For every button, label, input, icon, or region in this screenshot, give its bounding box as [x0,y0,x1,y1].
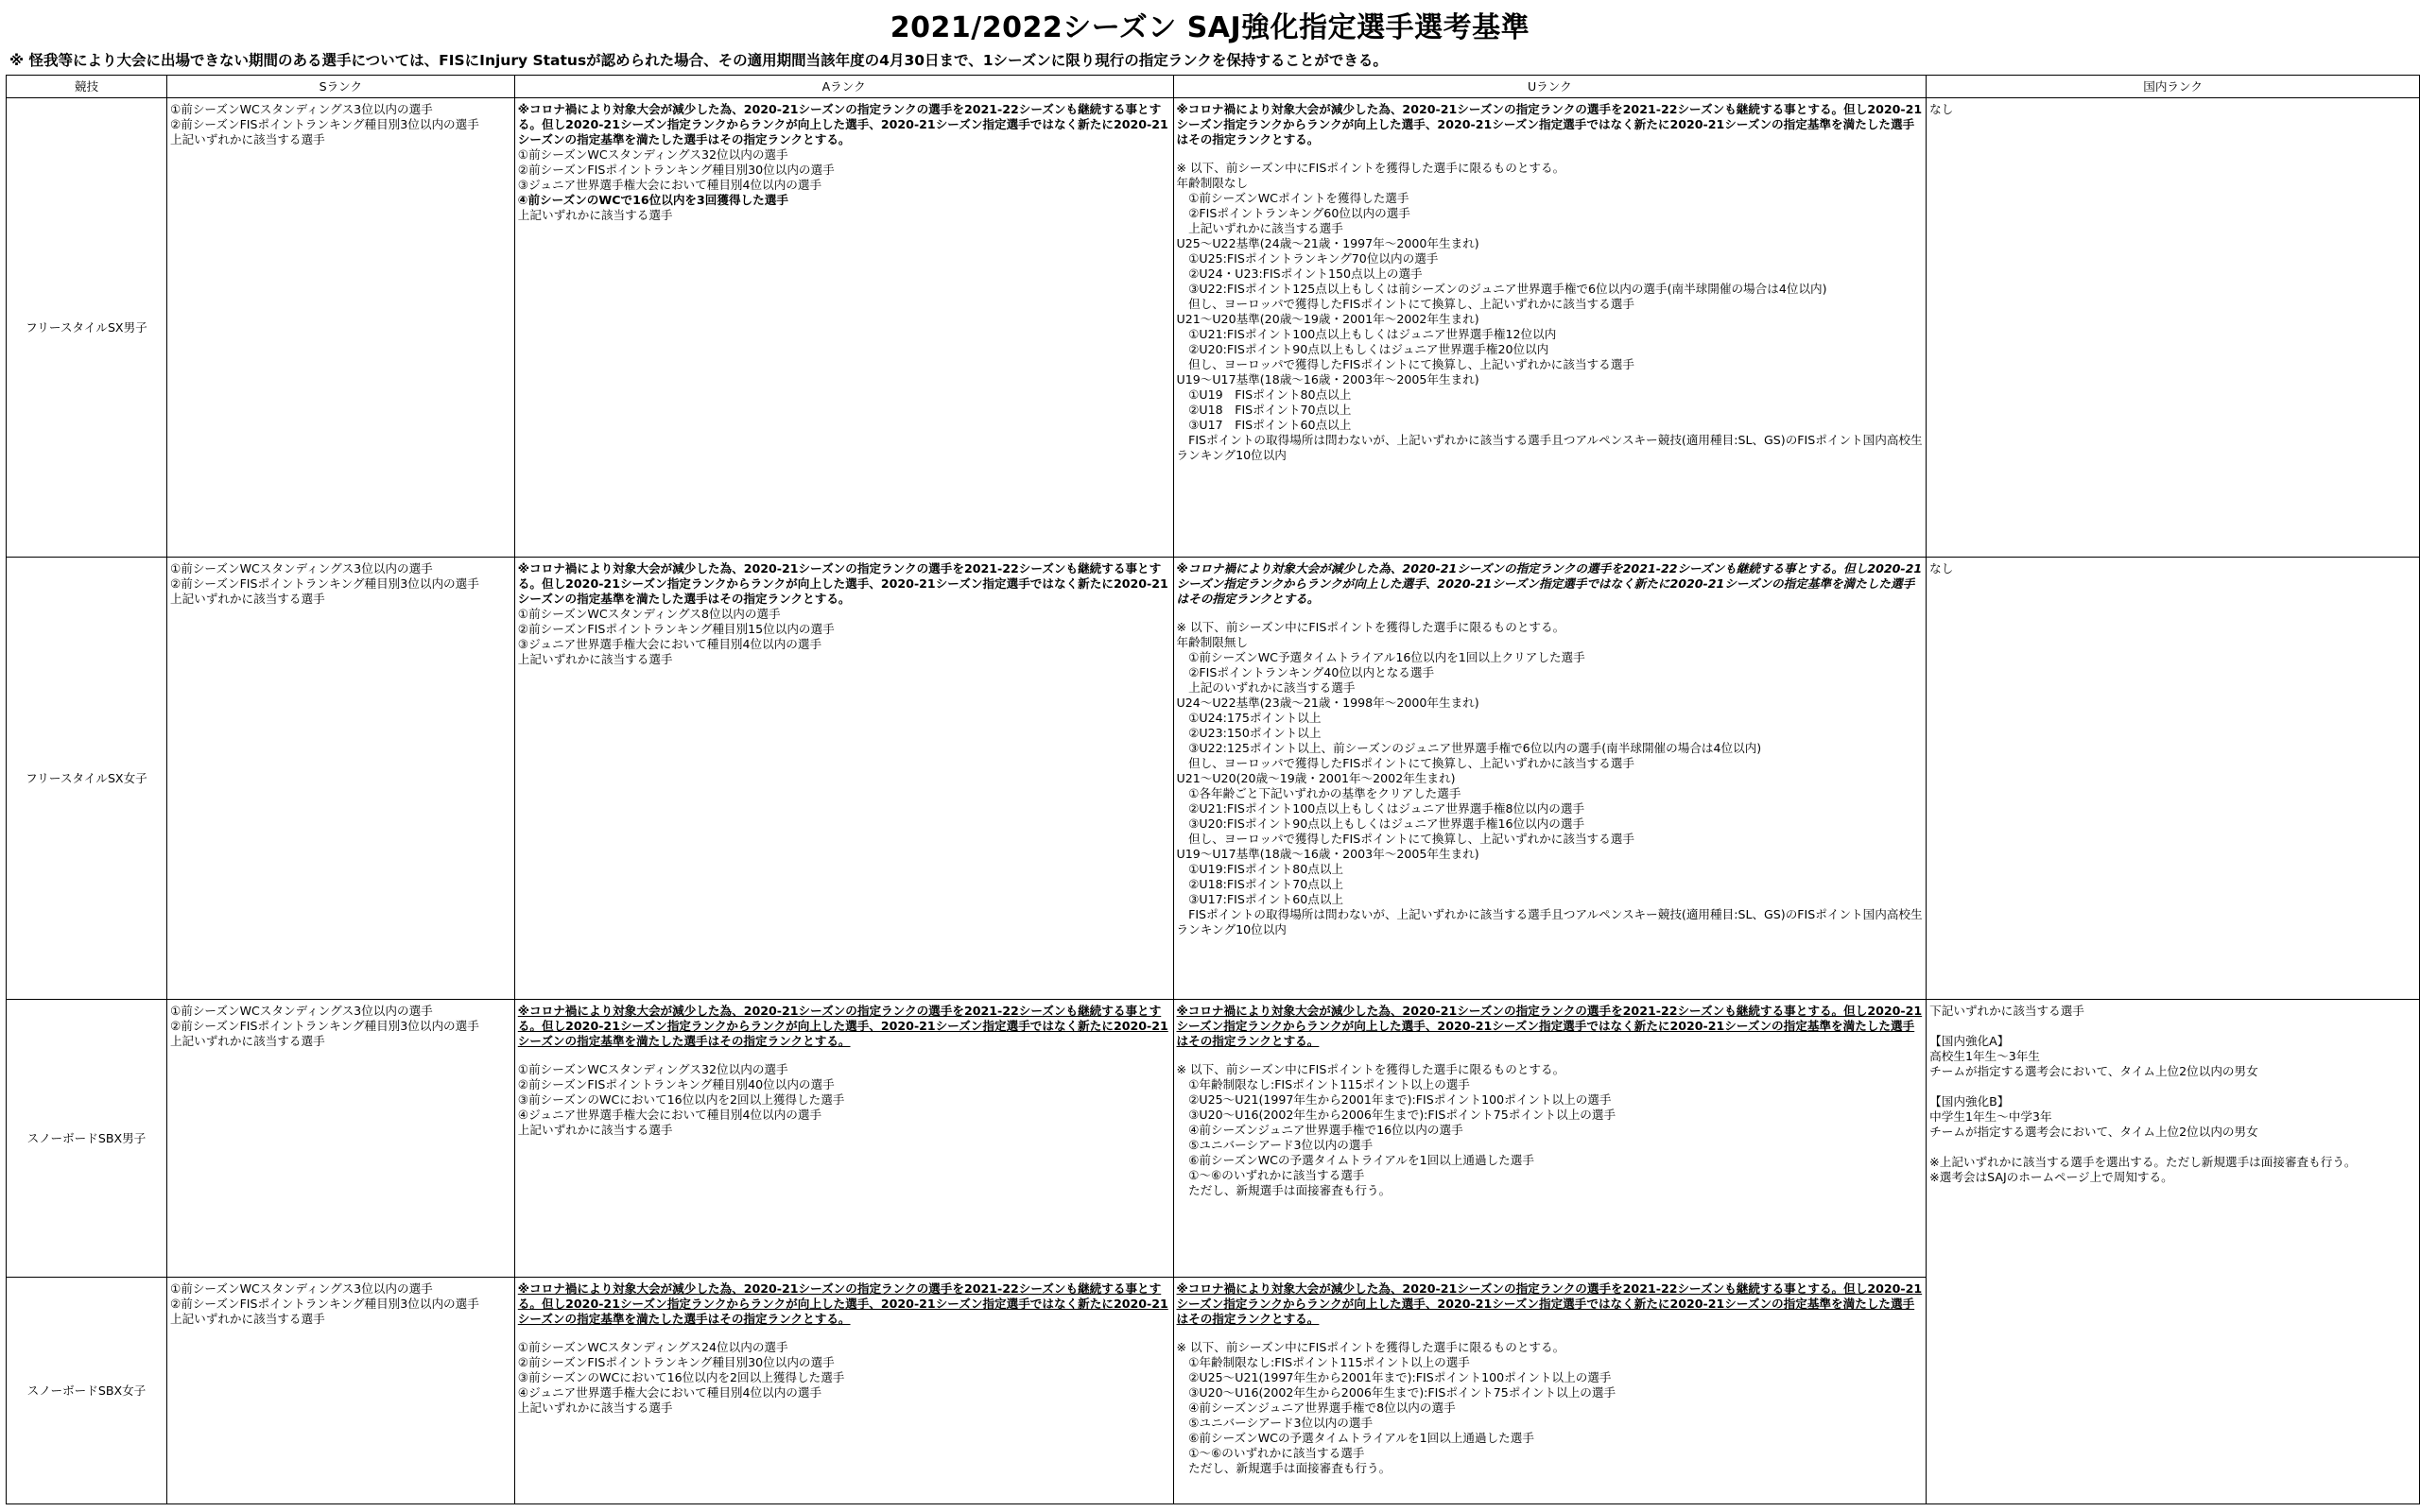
s-rank-criteria: ①前シーズンWCスタンディングス3位以内の選手 ②前シーズンFISポイントランキング種目別3位以内の選手 上記いずれかに該当する選手 [166,98,514,558]
a-rank-tail: 上記いずれかに該当する選手 [517,208,673,222]
selection-criteria-table [6,75,2420,1504]
injury-status-note: ※ 怪我等により大会に出場できない期間のある選手については、FISにInjury Statusが認められた場合、その適用期間当該年度の4月30日まで、1シーズンに限り現行の指定ランクを保持することができる。 [9,52,1388,69]
u-rank-criteria [1173,98,1927,558]
u-rank-covid-note: ※コロナ禍により対象大会が減少した為、2020-21シーズンの指定ランクの選手を2021-22シーズンも継続する事とする。但し2020-21シーズン指定ランクからランクが向上した選手、2020-21シーズン指定選手ではなく新たに2020-21シーズンの指定基準を満たした選手はその指定ランクとする。 [1176,1281,1923,1326]
document-title: 2021/2022シーズン SAJ強化指定選手選考基準 [890,11,1530,44]
a-rank-covid-note: ※コロナ禍により対象大会が減少した為、2020-21シーズンの指定ランクの選手を2021-22シーズンも継続する事とする。但し2020-21シーズン指定ランクからランクが向上した選手、2020-21シーズン指定選手ではなく新たに2020-21シーズンの指定基準を満たした選手はその指定ランクとする。 [517,102,1168,146]
a-rank-list: ①前シーズンWCスタンディングス32位以内の選手 ②前シーズンFISポイントランキング種目別40位以内の選手 ③前シーズンのWCにおいて16位以内を2回以上獲得した選手 ④ジュニア世界選手権大会において種目別4位以内の選手 上記いずれかに該当する選手 [517,1062,845,1137]
header-a-rank: Aランク [514,76,1173,98]
header-u-rank: Uランク [1173,76,1927,98]
a-rank-covid-note: ※コロナ禍により対象大会が減少した為、2020-21シーズンの指定ランクの選手を2021-22シーズンも継続する事とする。但し2020-21シーズン指定ランクからランクが向上した選手、2020-21シーズン指定選手ではなく新たに2020-21シーズンの指定基準を満たした選手はその指定ランクとする。 [517,561,1168,606]
header-row [7,76,2420,98]
u-rank-covid-note: ※コロナ禍により対象大会が減少した為、2020-21シーズンの指定ランクの選手を2021-22シーズンも継続する事とする。但し2020-21シーズン指定ランクからランクが向上した選手、2020-21シーズン指定選手ではなく新たに2020-21シーズンの指定基準を満たした選手はその指定ランクとする。 [1176,561,1923,606]
event-name: スノーボードSBX男子 [7,1000,167,1278]
a-rank-criteria [514,1278,1173,1504]
table-row [7,98,2420,558]
a-rank-list: ①前シーズンWCスタンディングス32位以内の選手 ②前シーズンFISポイントランキング種目別30位以内の選手 ③ジュニア世界選手権大会において種目別4位以内の選手 [517,147,835,192]
domestic-rank-criteria: なし [1927,98,2420,558]
a-rank-list: ①前シーズンWCスタンディングス24位以内の選手 ②前シーズンFISポイントランキング種目別30位以内の選手 ③前シーズンのWCにおいて16位以内を2回以上獲得した選手 ④ジュニア世界選手権大会において種目別4位以内の選手 上記いずれかに該当する選手 [517,1340,845,1415]
a-rank-list: ①前シーズンWCスタンディングス8位以内の選手 ②前シーズンFISポイントランキング種目別15位以内の選手 ③ジュニア世界選手権大会において種目別4位以内の選手 上記いずれかに該当する選手 [517,607,835,666]
u-rank-list: ※ 以下、前シーズン中にFISポイントを獲得した選手に限るものとする。 ①年齢制限なし:FISポイント115ポイント以上の選手 ②U25～U21(1997年生から2001年まで):FISポイント100ポイント以上の選手 ③U20～U16(2002年生から2006年生まで):FISポイント75ポイント以上の選手 ④前シーズンジュニア世界選手権で8位以内の選手 ⑤ユニバーシアード3位以内の選手 ⑥前シーズンWCの予選タイムトライアルを1回以上通過した選手 ①～⑥のいずれかに該当する選手 ただし、新規選手は面接審査も行う。 [1176,1340,1616,1475]
s-rank-criteria: ①前シーズンWCスタンディングス3位以内の選手 ②前シーズンFISポイントランキング種目別3位以内の選手 上記いずれかに該当する選手 [166,1278,514,1504]
u-rank-criteria [1173,558,1927,1000]
header-s-rank: Sランク [166,76,514,98]
u-rank-covid-note: ※コロナ禍により対象大会が減少した為、2020-21シーズンの指定ランクの選手を2021-22シーズンも継続する事とする。但し2020-21シーズン指定ランクからランクが向上した選手、2020-21シーズン指定選手ではなく新たに2020-21シーズンの指定基準を満たした選手はその指定ランクとする。 [1176,1004,1923,1048]
header-event: 競技 [7,76,167,98]
a-rank-bold-item: ④前シーズンのWCで16位以内を3回獲得した選手 [517,193,788,207]
domestic-rank-criteria: 下記いずれかに該当する選手 【国内強化A】 高校生1年生～3年生 チームが指定する選考会において、タイム上位2位以内の男女 【国内強化B】 中学生1年生～中学3年 チームが指定する選考会において、タイム上位2位以内の男女 ※上記いずれかに該当する選手を選出する。ただし新規選手は面接審査も行う。 ※選考会はSAJのホームページ上で周知する。 [1927,1000,2420,1504]
u-rank-list: ※ 以下、前シーズン中にFISポイントを獲得した選手に限るものとする。 ①年齢制限なし:FISポイント115ポイント以上の選手 ②U25～U21(1997年生から2001年まで):FISポイント100ポイント以上の選手 ③U20～U16(2002年生から2006年生まで):FISポイント75ポイント以上の選手 ④前シーズンジュニア世界選手権で16位以内の選手 ⑤ユニバーシアード3位以内の選手 ⑥前シーズンWCの予選タイムトライアルを1回以上通過した選手 ①～⑥のいずれかに該当する選手 ただし、新規選手は面接審査も行う。 [1176,1062,1616,1197]
u-rank-criteria [1173,1278,1927,1504]
a-rank-covid-note: ※コロナ禍により対象大会が減少した為、2020-21シーズンの指定ランクの選手を2021-22シーズンも継続する事とする。但し2020-21シーズン指定ランクからランクが向上した選手、2020-21シーズン指定選手ではなく新たに2020-21シーズンの指定基準を満たした選手はその指定ランクとする。 [517,1281,1168,1326]
u-rank-list: ※ 以下、前シーズン中にFISポイントを獲得した選手に限るものとする。 年齢制限なし ①前シーズンWCポイントを獲得した選手 ②FISポイントランキング60位以内の選手 上記いずれかに該当する選手 U25～U22基準(24歳～21歳・1997年～2000年生まれ) ①U25:FISポイントランキング70位以内の選手 ②U24・U23:FISポイント150点以上の選手 ③U22:FISポイント125点以上もしくは前シーズンのジュニア世界選手権で6位以内の選手(南半球開催の場合は4位以内) 但し、ヨーロッパで獲得したFISポイントにて換算し、上記いずれかに該当する選手 U21～U20基準(20歳～19歳・2001年～2002年生まれ) ①U21:FISポイント100点以上もしくはジュニア世界選手権12位以内 ②U20:FISポイント90点以上もしくはジュニア世界選手権20位以内 但し、ヨーロッパで獲得したFISポイントにて換算し、上記いずれかに該当する選手 U19～U17基準(18歳～16歳・2003年～2005年生まれ) ①U19 FISポイント80点以上 ②U18 FISポイント70点以上 ③U17 FISポイント60点以上 FISポイントの取得場所は問わないが、上記いずれかに該当する選手且つアルペンスキー競技(適用種目:SL、GS)のFISポイント国内高校生ランキング10位以内 [1176,161,1923,462]
a-rank-criteria [514,1000,1173,1278]
u-rank-list: ※ 以下、前シーズン中にFISポイントを獲得した選手に限るものとする。 年齢制限無し ①前シーズンWC予選タイムトライアル16位以内を1回以上クリアした選手 ②FISポイントランキング40位以内となる選手 上記のいずれかに該当する選手 U24～U22基準(23歳～21歳・1998年～2000年生まれ) ①U24:175ポイント以上 ②U23:150ポイント以上 ③U22:125ポイント以上、前シーズンのジュニア世界選手権で6位以内の選手(南半球開催の場合は4位以内) 但し、ヨーロッパで獲得したFISポイントにて換算し、上記いずれかに該当する選手 U21～U20(20歳～19歳・2001年～2002年生まれ) ①各年齢ごと下記いずれかの基準をクリアした選手 ②U21:FISポイント100点以上もしくはジュニア世界選手権8位以内の選手 ③U20:FISポイント90点以上もしくはジュニア世界選手権16位以内の選手 但し、ヨーロッパで獲得したFISポイントにて換算し、上記いずれかに該当する選手 U19～U17基準(18歳～16歳・2003年～2005年生まれ) ①U19:FISポイント80点以上 ②U18:FISポイント70点以上 ③U17:FISポイント60点以上 FISポイントの取得場所は問わないが、上記いずれかに該当する選手且つアルペンスキー競技(適用種目:SL、GS)のFISポイント国内高校生ランキング10位以内 [1176,620,1923,936]
s-rank-criteria: ①前シーズンWCスタンディングス3位以内の選手 ②前シーズンFISポイントランキング種目別3位以内の選手 上記いずれかに該当する選手 [166,558,514,1000]
s-rank-criteria: ①前シーズンWCスタンディングス3位以内の選手 ②前シーズンFISポイントランキング種目別3位以内の選手 上記いずれかに該当する選手 [166,1000,514,1278]
event-name: スノーボードSBX女子 [7,1278,167,1504]
table-row [7,558,2420,1000]
table-row [7,1000,2420,1278]
u-rank-covid-note: ※コロナ禍により対象大会が減少した為、2020-21シーズンの指定ランクの選手を2021-22シーズンも継続する事とする。但し2020-21シーズン指定ランクからランクが向上した選手、2020-21シーズン指定選手ではなく新たに2020-21シーズンの指定基準を満たした選手はその指定ランクとする。 [1176,102,1923,146]
header-domestic-rank: 国内ランク [1927,76,2420,98]
event-name: フリースタイルSX女子 [7,558,167,1000]
a-rank-covid-note: ※コロナ禍により対象大会が減少した為、2020-21シーズンの指定ランクの選手を2021-22シーズンも継続する事とする。但し2020-21シーズン指定ランクからランクが向上した選手、2020-21シーズン指定選手ではなく新たに2020-21シーズンの指定基準を満たした選手はその指定ランクとする。 [517,1004,1168,1048]
domestic-rank-criteria: なし [1927,558,2420,1000]
u-rank-criteria [1173,1000,1927,1278]
a-rank-criteria [514,558,1173,1000]
event-name: フリースタイルSX男子 [7,98,167,558]
a-rank-criteria [514,98,1173,558]
